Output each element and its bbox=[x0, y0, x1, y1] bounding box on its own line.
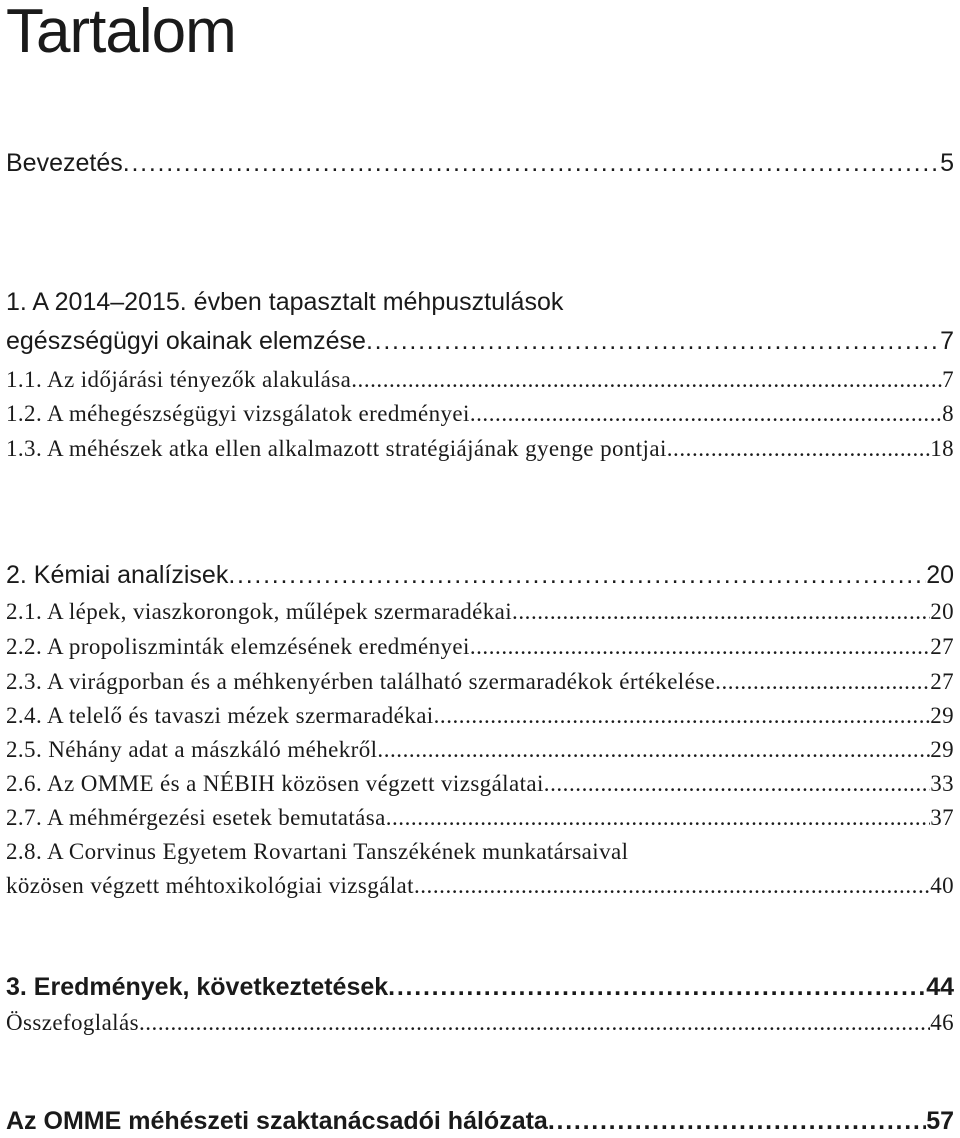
toc-entry-2-1[interactable] bbox=[6, 595, 954, 629]
toc-page-number: 20 bbox=[926, 561, 954, 589]
toc-entry-label: 2.8. A Corvinus Egyetem Rovartani Tanszékének munkatársaival bbox=[6, 839, 629, 864]
toc-entry-bevezetes[interactable] bbox=[6, 146, 954, 180]
toc-entry-label: közösen végzett méhtoxikológiai vizsgálat bbox=[6, 873, 414, 898]
toc-page-number: 40 bbox=[930, 873, 954, 898]
toc-entry-2-7[interactable] bbox=[6, 801, 954, 835]
toc-page-number: 29 bbox=[930, 703, 954, 728]
toc-entry-1-2[interactable] bbox=[6, 397, 954, 431]
toc-entry-chapter-1-line-2[interactable] bbox=[6, 324, 954, 358]
toc-entry-label: egészségügyi okainak elemzése bbox=[6, 327, 366, 355]
toc-page-number: 20 bbox=[930, 599, 954, 624]
toc-entry-label: 3. Eredmények, következtetések bbox=[6, 973, 389, 1001]
toc-entry-label: 2. Kémiai analízisek bbox=[6, 561, 229, 589]
toc-leader-dots bbox=[139, 1006, 930, 1040]
toc-leader-dots bbox=[544, 767, 930, 801]
toc-entry-label: 2.5. Néhány adat a mászkáló méhekről bbox=[6, 737, 378, 762]
toc-entry-label: Összefoglalás bbox=[6, 1010, 139, 1035]
toc-entry-label: 2.3. A virágporban és a méhkenyérben található szermaradékok értékelése bbox=[6, 669, 716, 694]
toc-leader-dots bbox=[667, 432, 930, 466]
toc-entry-label: Bevezetés bbox=[6, 149, 123, 177]
toc-entry-2-6[interactable] bbox=[6, 767, 954, 801]
toc-leader-dots bbox=[377, 733, 930, 767]
toc-entry-label: 1.3. A méhészek atka ellen alkalmazott stratégiájának gyenge pontjai bbox=[6, 436, 667, 461]
toc-page-number: 29 bbox=[930, 737, 954, 762]
toc-page-number: 27 bbox=[930, 634, 954, 659]
toc-page-number: 5 bbox=[940, 149, 954, 177]
toc-entry-label: 2.7. A méhmérgezési esetek bemutatása bbox=[6, 805, 386, 830]
toc-entry-2-5[interactable] bbox=[6, 733, 954, 767]
toc-page-number: 33 bbox=[930, 771, 954, 796]
toc-page-number: 18 bbox=[930, 436, 954, 461]
toc-leader-dots bbox=[548, 1104, 926, 1138]
toc-page-number: 57 bbox=[926, 1107, 954, 1135]
toc-entry-label: 2.2. A propoliszminták elemzésének eredményei bbox=[6, 634, 470, 659]
toc-entry-label: 2.1. A lépek, viaszkorongok, műlépek szermaradékai bbox=[6, 599, 513, 624]
toc-leader-dots bbox=[351, 363, 942, 397]
toc-leader-dots bbox=[228, 558, 926, 592]
toc-page-number: 44 bbox=[926, 973, 954, 1001]
page-title: Tartalom bbox=[6, 0, 236, 66]
toc-page-number: 8 bbox=[942, 401, 954, 426]
toc-entry-label: 1. A 2014–2015. évben tapasztalt méhpusztulások bbox=[6, 288, 564, 316]
toc-entry-2-2[interactable] bbox=[6, 630, 954, 664]
toc-entry-label: 1.2. A méhegészségügyi vizsgálatok eredményei bbox=[6, 401, 470, 426]
toc-entry-osszefoglalas[interactable] bbox=[6, 1006, 954, 1040]
toc-entry-label: 2.6. Az OMME és a NÉBIH közösen végzett vizsgálatai bbox=[6, 771, 544, 796]
toc-leader-dots bbox=[366, 324, 940, 358]
toc-entry-2-4[interactable] bbox=[6, 699, 954, 733]
toc-entry-2-8-line-1[interactable] bbox=[6, 835, 954, 869]
toc-entry-chapter-1-line-1[interactable] bbox=[6, 285, 954, 319]
toc-page-number: 27 bbox=[930, 669, 954, 694]
toc-page-number: 46 bbox=[930, 1010, 954, 1035]
toc-entry-2-8-line-2[interactable] bbox=[6, 869, 954, 903]
toc-leader-dots bbox=[470, 397, 942, 431]
toc-leader-dots bbox=[715, 665, 930, 699]
toc-page-number: 7 bbox=[942, 367, 954, 392]
toc-entry-label: 2.4. A telelő és tavaszi mézek szermaradékai bbox=[6, 703, 434, 728]
toc-leader-dots bbox=[123, 146, 940, 180]
toc-leader-dots bbox=[512, 595, 930, 629]
toc-entry-chapter-3[interactable] bbox=[6, 970, 954, 1004]
toc-entry-1-1[interactable] bbox=[6, 363, 954, 397]
toc-entry-label: 1.1. Az időjárási tényezők alakulása bbox=[6, 367, 352, 392]
toc-leader-dots bbox=[414, 869, 930, 903]
toc-entry-1-3[interactable] bbox=[6, 432, 954, 466]
toc-entry-chapter-2[interactable] bbox=[6, 558, 954, 592]
toc-entry-2-3[interactable] bbox=[6, 665, 954, 699]
toc-entry-omme-halozat[interactable] bbox=[6, 1104, 954, 1138]
toc-page-number: 7 bbox=[940, 327, 954, 355]
toc-leader-dots bbox=[470, 630, 930, 664]
toc-page-number: 37 bbox=[930, 805, 954, 830]
toc-leader-dots bbox=[388, 970, 926, 1004]
toc-leader-dots bbox=[434, 699, 931, 733]
toc-leader-dots bbox=[386, 801, 930, 835]
toc-entry-label: Az OMME méhészeti szaktanácsadói hálózata bbox=[6, 1107, 548, 1135]
